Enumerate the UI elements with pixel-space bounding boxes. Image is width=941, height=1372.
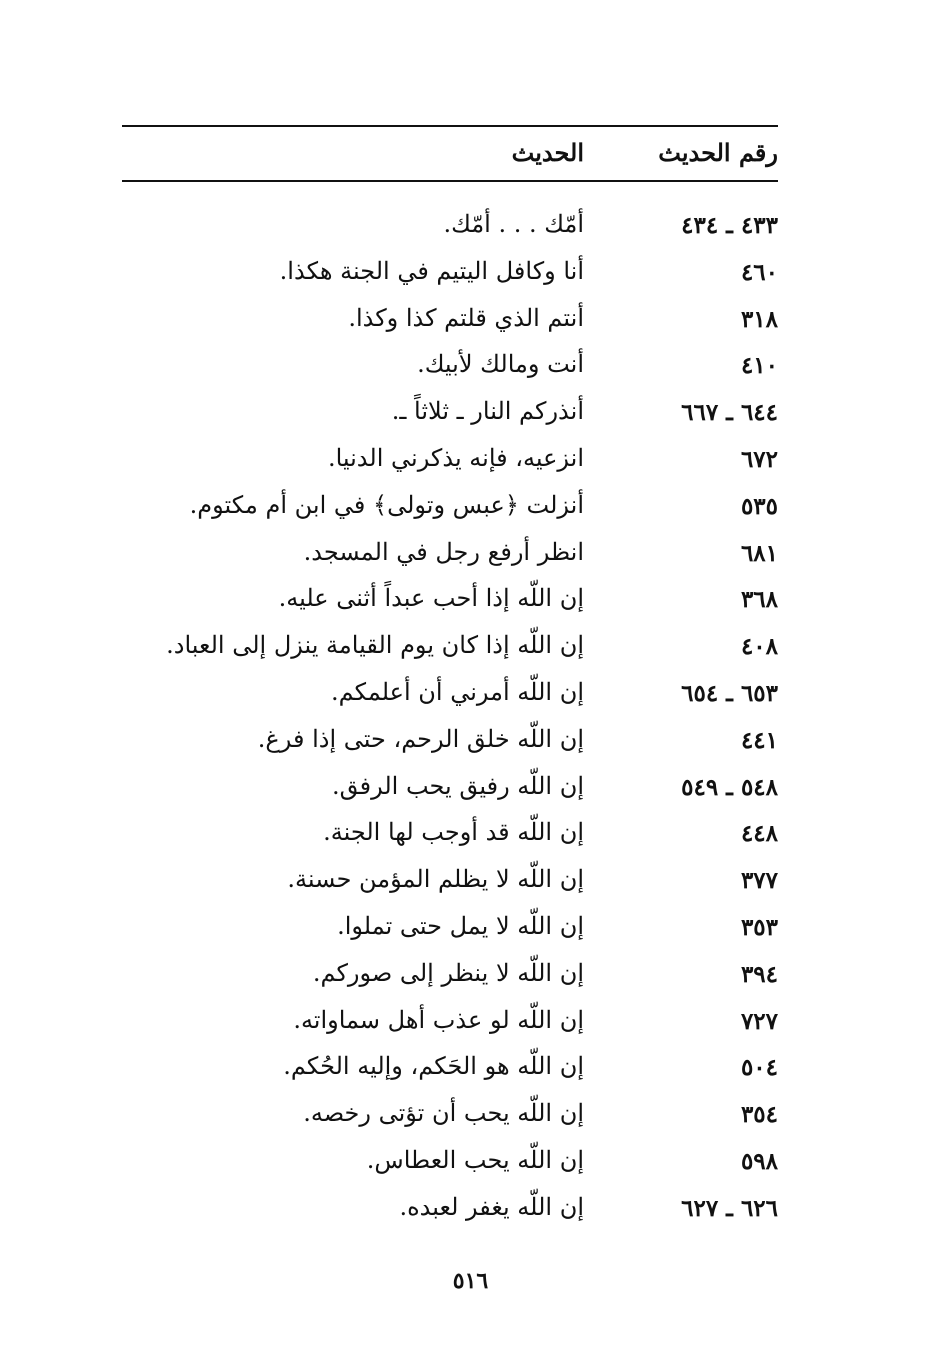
- header-hadith-text: الحديث: [511, 138, 584, 167]
- hadith-number: ٣٥٣: [740, 913, 778, 941]
- hadith-number: ٣٦٨: [740, 586, 778, 614]
- hadith-text: إن اللّه قد أوجب لها الجنة.: [323, 818, 584, 847]
- hadith-number: ٥٣٥: [740, 492, 778, 520]
- table-row: [122, 1191, 778, 1238]
- hadith-text: إن اللّه لا ينظر إلى صوركم.: [312, 958, 584, 987]
- header-bottom-rule: [122, 180, 778, 182]
- table-row: [122, 770, 778, 817]
- hadith-text: أمّك . . . أمّك.: [443, 210, 584, 238]
- page-number: ٥١٦: [452, 1268, 489, 1294]
- hadith-number: ٣١٨: [740, 305, 778, 333]
- table-row: [122, 208, 778, 255]
- hadith-number: ٣٧٧: [740, 867, 778, 895]
- hadith-number: ٦٢٦ ـ ٦٢٧: [681, 1194, 778, 1222]
- table-row: [122, 1097, 778, 1144]
- hadith-number: ٥٩٨: [740, 1147, 778, 1175]
- hadith-text: إن اللّه لا يمل حتى تملوا.: [337, 911, 584, 940]
- hadith-text: أنتم الذي قلتم كذا وكذا.: [348, 303, 584, 332]
- hadith-text: أنزلت ﴿عبس وتولى﴾ في ابن أم مكتوم.: [189, 490, 584, 519]
- hadith-number: ٤٠٨: [740, 633, 778, 661]
- hadith-text: إن اللّه رفيق يحب الرفق.: [332, 771, 584, 800]
- hadith-text: إن اللّه لا يظلم المؤمن حسنة.: [287, 865, 584, 894]
- hadith-number: ٦٨١: [740, 539, 778, 567]
- table-row: [122, 1004, 778, 1051]
- hadith-number: ٤٤٨: [740, 820, 778, 848]
- table-row: [122, 348, 778, 395]
- hadith-index-list: [122, 208, 778, 1238]
- table-row: [122, 302, 778, 349]
- hadith-number: ٦٧٢: [740, 445, 778, 473]
- table-row: [122, 536, 778, 583]
- table-row: [122, 910, 778, 957]
- hadith-text: انزعيه، فإنه يذكرني الدنيا.: [327, 443, 584, 472]
- table-row: [122, 1144, 778, 1191]
- hadith-text: إن اللّه يحب العطاس.: [366, 1145, 584, 1174]
- hadith-number: ٤١٠: [740, 352, 778, 380]
- hadith-number: ٣٥٤: [740, 1101, 778, 1129]
- hadith-number: ٤٤١: [740, 726, 778, 754]
- hadith-number: ٤٦٠: [740, 258, 778, 286]
- header-hadith-number: رقم الحديث: [658, 138, 778, 167]
- hadith-number: ٧٢٧: [740, 1007, 778, 1035]
- table-row: [122, 489, 778, 536]
- hadith-text: إن اللّه إذا كان يوم القيامة ينزل إلى العباد.: [166, 631, 584, 660]
- table-row: [122, 582, 778, 629]
- hadith-text: إن اللّه هو الحَكم، وإليه الحُكم.: [283, 1052, 584, 1081]
- table-row: [122, 723, 778, 770]
- hadith-number: ٣٩٤: [740, 960, 778, 988]
- table-row: [122, 255, 778, 302]
- table-row: [122, 1050, 778, 1097]
- table-header: [122, 138, 778, 176]
- hadith-text: انظر أرفع رجل في المسجد.: [303, 537, 584, 566]
- hadith-text: أنذركم النار ـ ثلاثاً ـ.: [391, 397, 584, 426]
- table-row: [122, 629, 778, 676]
- table-row: [122, 442, 778, 489]
- hadith-text: إن اللّه إذا أحب عبداً أثنى عليه.: [278, 584, 584, 613]
- hadith-text: إن اللّه يغفر لعبده.: [399, 1192, 584, 1221]
- hadith-number: ٥٠٤: [740, 1054, 778, 1082]
- hadith-number: ٦٤٤ ـ ٦٦٧: [681, 399, 778, 427]
- hadith-text: إن اللّه أمرني أن أعلمكم.: [330, 677, 584, 706]
- hadith-number: ٤٣٣ ـ ٤٣٤: [681, 212, 778, 239]
- table-row: [122, 863, 778, 910]
- hadith-text: أنت ومالك لأبيك.: [417, 350, 584, 379]
- hadith-number: ٥٤٨ ـ ٥٤٩: [681, 773, 778, 801]
- hadith-text: إن اللّه لو عذب أهل سماواته.: [293, 1005, 584, 1034]
- hadith-number: ٦٥٣ ـ ٦٥٤: [681, 679, 778, 707]
- hadith-text: إن اللّه خلق الرحم، حتى إذا فرغ.: [257, 724, 584, 753]
- table-row: [122, 395, 778, 442]
- header-top-rule: [122, 125, 778, 127]
- table-row: [122, 676, 778, 723]
- table-row: [122, 816, 778, 863]
- table-row: [122, 957, 778, 1004]
- hadith-text: أنا وكافل اليتيم في الجنة هكذا.: [279, 256, 584, 285]
- hadith-text: إن اللّه يحب أن تؤتى رخصه.: [303, 1099, 584, 1128]
